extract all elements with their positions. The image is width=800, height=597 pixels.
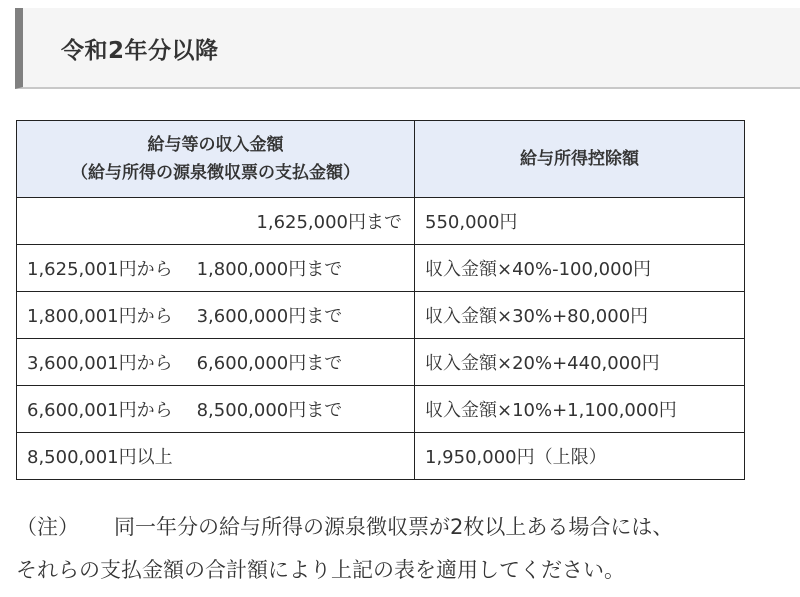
footnote-text-1: 同一年分の給与所得の源泉徴収票が2枚以上ある場合には、	[114, 515, 674, 539]
income-from: 3,600,001円から	[27, 353, 173, 374]
footnote-line-1	[16, 506, 800, 549]
income-to: 6,600,000円まで	[196, 353, 343, 374]
deduction-cell: 550,000円	[415, 198, 745, 245]
section-title: 令和2年分以降	[61, 38, 219, 64]
income-to: 3,600,000円まで	[196, 306, 343, 327]
income-to: 1,625,000円まで	[256, 212, 402, 233]
footnote-marker: （注）	[16, 515, 79, 539]
income-to: 8,500,000円まで	[196, 400, 343, 421]
income-range-cell	[17, 433, 415, 480]
footnote	[16, 506, 800, 592]
income-to: 1,800,000円まで	[196, 259, 343, 280]
income-from: 1,800,001円から	[27, 306, 173, 327]
income-from: 1,625,001円から	[27, 259, 173, 280]
header-income-line2: （給与所得の源泉徴収票の支払金額）	[71, 163, 360, 183]
table-row	[17, 292, 745, 339]
header-income-line1: 給与等の収入金額	[147, 135, 284, 155]
income-range-cell	[17, 198, 415, 245]
income-from: 6,600,001円から	[27, 400, 173, 421]
table-header-row	[17, 121, 745, 198]
income-range-cell	[17, 339, 415, 386]
table-row	[17, 339, 745, 386]
table-row	[17, 245, 745, 292]
salary-deduction-table	[16, 120, 745, 480]
deduction-cell: 収入金額×40%-100,000円	[415, 245, 745, 292]
income-range-cell	[17, 292, 415, 339]
table-row	[17, 433, 745, 480]
income-from: 8,500,001円以上	[27, 447, 173, 468]
deduction-cell: 収入金額×20%+440,000円	[415, 339, 745, 386]
footnote-line-2: それらの支払金額の合計額により上記の表を適用してください。	[16, 558, 625, 582]
table-row	[17, 198, 745, 245]
deduction-cell: 1,950,000円（上限）	[415, 433, 745, 480]
deduction-cell: 収入金額×10%+1,100,000円	[415, 386, 745, 433]
header-income-amount	[17, 121, 415, 198]
income-range-cell	[17, 386, 415, 433]
table-row	[17, 386, 745, 433]
header-deduction-amount: 給与所得控除額	[415, 121, 745, 198]
income-range-cell	[17, 245, 415, 292]
section-heading	[15, 8, 800, 89]
deduction-cell: 収入金額×30%+80,000円	[415, 292, 745, 339]
